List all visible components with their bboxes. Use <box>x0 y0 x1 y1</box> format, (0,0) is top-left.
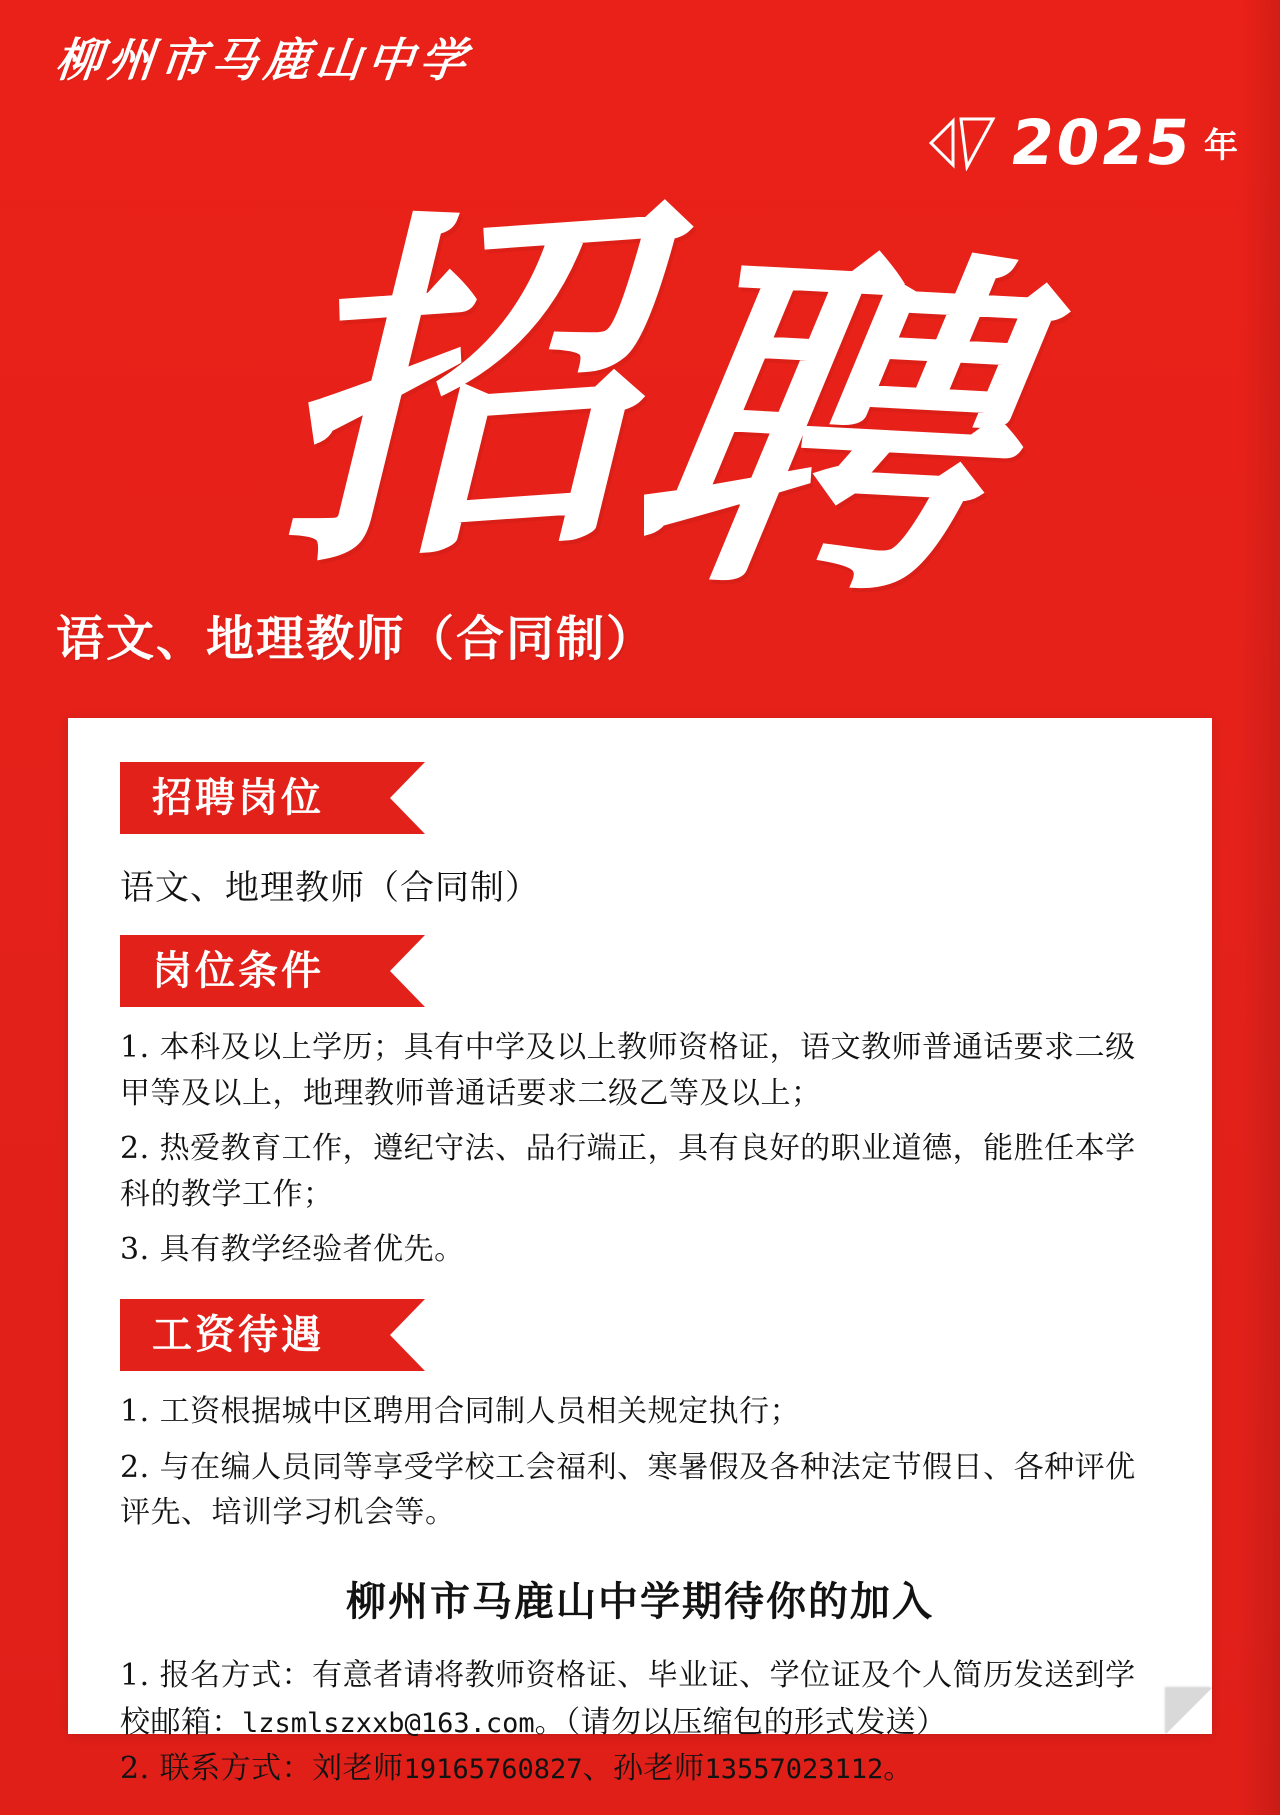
poster-subtitle: 语文、地理教师（合同制） <box>56 611 657 667</box>
slogan: 柳州市马鹿山中学期待你的加入 <box>346 1577 934 1625</box>
contact-1-name: 刘老师 <box>312 1751 404 1787</box>
positions-value: 语文、地理教师（合同制） <box>120 868 540 908</box>
section-banner-positions: 招聘岗位 <box>120 762 390 834</box>
contact-separator: 、 <box>582 1751 613 1787</box>
application-method <box>120 1653 1160 1747</box>
section-banner-requirements: 岗位条件 <box>120 935 390 1007</box>
section-banner-wrap-salary <box>120 1299 1160 1379</box>
headline-char-pin: 聘 <box>606 205 1033 645</box>
salary-line-1: 1. 工资根据城中区聘用合同制人员相关规定执行； <box>120 1393 801 1429</box>
section-banner-salary: 工资待遇 <box>120 1299 390 1371</box>
requirement-line-1: 1. 本科及以上学历；具有中学及以上教师资格证，语文教师普通话要求二级甲等及以上，地理教师普通话要求二级乙等及以上； <box>120 1030 1136 1111</box>
school-name: 柳州市马鹿山中学 <box>52 33 475 87</box>
contact-method <box>120 1746 1160 1793</box>
contact-1-phone: 19165760827 <box>403 1754 583 1786</box>
contact-method-prefix: 2. 联系方式： <box>120 1751 313 1787</box>
page-fold-corner <box>1166 1688 1212 1734</box>
requirement-line-3: 3. 具有教学经验者优先。 <box>120 1232 465 1268</box>
contact-2-name: 孙老师 <box>612 1751 705 1787</box>
year-unit: 年 <box>1204 126 1238 166</box>
year-badge <box>927 106 1238 179</box>
application-method-prefix: 1. 报名方式：有意者请将教师资格证、毕业证、学位证及个人简历发送到学校邮箱： <box>120 1657 1136 1740</box>
content-card-inner <box>68 718 1212 1793</box>
application-email: lzsmlszxxb@163.com <box>242 1707 535 1739</box>
section-banner-wrap-positions <box>120 762 1160 842</box>
triangle-mark-icon <box>927 115 999 171</box>
section-banner-wrap-requirements <box>120 935 1160 1015</box>
application-method-suffix: 。（请勿以压缩包的形式发送） <box>534 1704 947 1740</box>
year-number: 2025 <box>1006 106 1198 179</box>
contact-method-suffix: 。 <box>883 1751 914 1787</box>
contact-2-phone: 13557023112 <box>704 1754 884 1786</box>
headline-char-zhao: 招 <box>275 164 635 615</box>
salary-line-2: 2. 与在编人员同等享受学校工会福利、寒暑假及各种法定节假日、各种评优评先、培训学习机会等。 <box>120 1449 1136 1531</box>
requirement-line-2: 2. 热爱教育工作，遵纪守法、品行端正，具有良好的职业道德，能胜任本学科的教学工作； <box>120 1131 1136 1212</box>
content-card <box>68 718 1212 1787</box>
